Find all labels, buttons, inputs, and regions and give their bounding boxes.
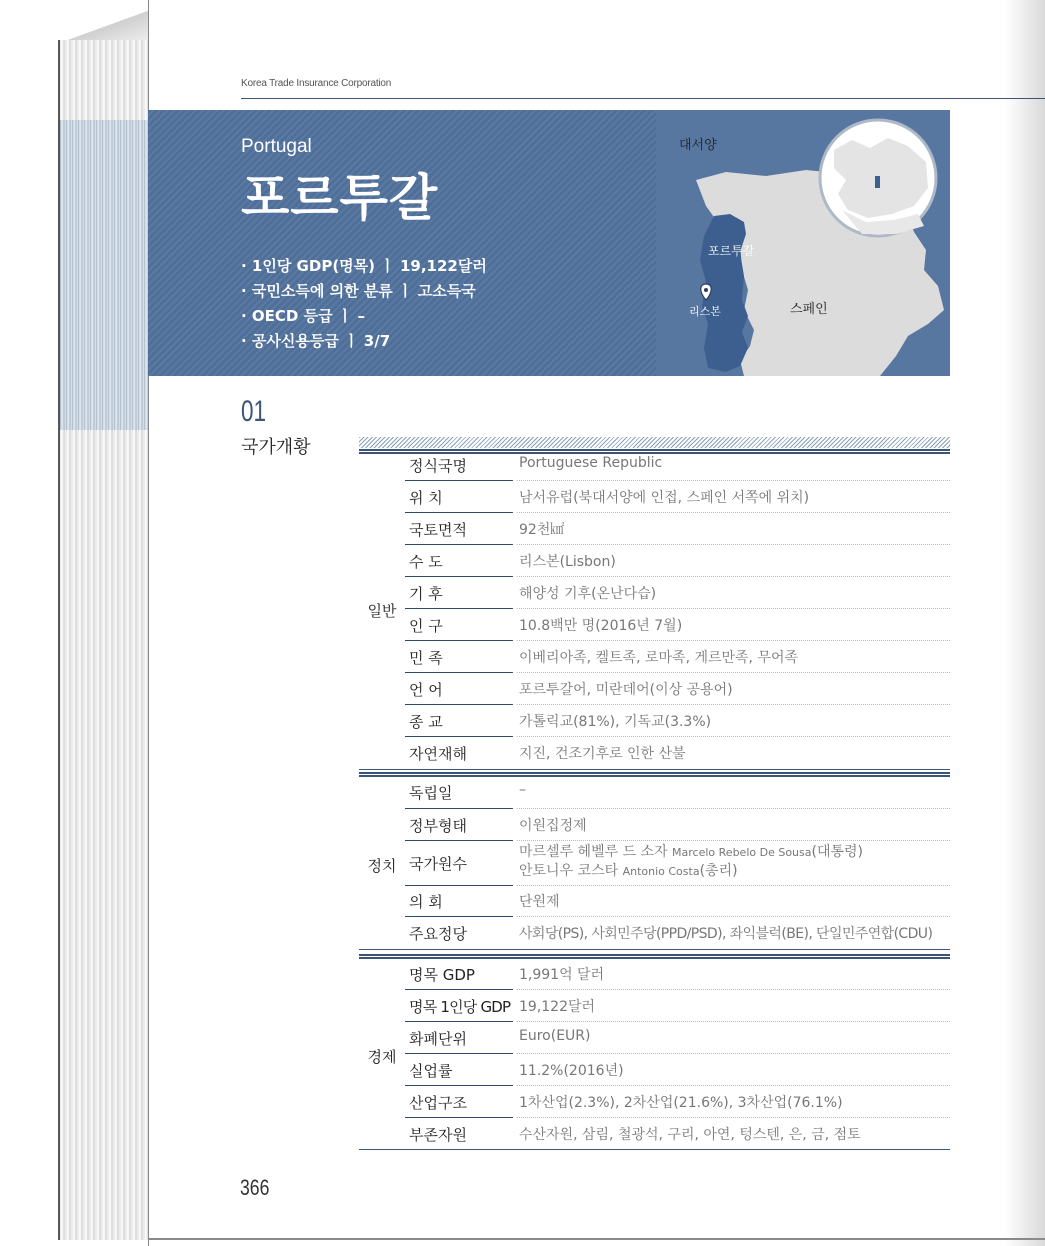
value-rule: [517, 1021, 950, 1022]
row-key: 종 교: [409, 713, 443, 731]
country-name-ko: 포르투갈: [241, 169, 439, 227]
table-group-general: [359, 449, 950, 763]
row-value: 리스본(Lisbon): [519, 554, 616, 570]
row-key: 수 도: [409, 553, 443, 571]
row-key: 언 어: [409, 681, 443, 699]
group-bottom-rule: [359, 949, 950, 950]
map-label-capital: 리스본: [689, 305, 721, 318]
row-value: 1,991억 달러: [519, 967, 605, 983]
key-rule: [405, 1021, 513, 1022]
row-value: 10.8백만 명(2016년 7월): [519, 618, 683, 634]
map-label-ocean: 대서양: [679, 138, 717, 153]
row-value: [519, 843, 950, 881]
key-rule: [405, 840, 513, 841]
value-rule: [517, 1085, 950, 1086]
key-rule: [405, 672, 513, 673]
key-rule: [405, 704, 513, 705]
row-value: 포르투갈어, 미란데어(이상 공용어): [519, 682, 733, 698]
key-rule: [405, 808, 513, 809]
role: (대통령): [811, 844, 863, 860]
value-rule: [517, 608, 950, 609]
value-rule: [517, 480, 950, 481]
row-value: 해양성 기후(온난다습): [519, 586, 657, 602]
group-top-rule: [359, 954, 950, 957]
fact-oecd-grade: · OECD 등급 ㅣ –: [241, 307, 366, 325]
row-value: Euro(EUR): [519, 1028, 591, 1044]
group-bottom-rule: [359, 769, 950, 770]
table-hatch-bar: [359, 437, 950, 448]
row-key: 명목 1인당 GDP: [409, 998, 511, 1016]
name-ko: 마르셀루 헤벨루 드 소자: [519, 844, 668, 860]
value-rule: [517, 672, 950, 673]
group-top-rule: [359, 449, 950, 452]
row-key: 인 구: [409, 617, 443, 635]
value-rule: [517, 840, 950, 841]
row-value: 19,122달러: [519, 999, 596, 1015]
row-key: 주요정당: [409, 925, 467, 943]
section-number: 01: [241, 395, 267, 428]
key-rule: [405, 544, 513, 545]
row-value: 단원제: [519, 894, 560, 910]
map-label-country: 포르투갈: [708, 244, 755, 258]
row-key: 부존자원: [409, 1126, 467, 1144]
row-value: 지진, 건조기후로 인한 산불: [519, 746, 686, 762]
key-rule: [405, 640, 513, 641]
fact-gdp-per-capita: · 1인당 GDP(명목) ㅣ 19,122달러: [241, 257, 487, 275]
name-en: Marcelo Rebelo De Sousa: [672, 846, 812, 859]
row-key: 민 족: [409, 649, 443, 667]
key-rule: [405, 576, 513, 577]
row-key: 명목 GDP: [409, 966, 475, 984]
key-rule: [405, 1085, 513, 1086]
group-label: 일반: [367, 602, 397, 620]
value-rule: [517, 885, 950, 886]
key-rule: [405, 885, 513, 886]
row-value: 이베리아족, 켈트족, 로마족, 게르만족, 무어족: [519, 650, 799, 666]
row-key: 자연재해: [409, 745, 467, 763]
book-page-edges: [58, 40, 150, 1240]
value-rule: [517, 704, 950, 705]
page-bottom-edge: [148, 1238, 1045, 1240]
map-label-neighbor: 스페인: [790, 302, 828, 317]
key-rule: [405, 736, 513, 737]
value-rule: [517, 736, 950, 737]
row-key: 국가원수: [409, 855, 467, 873]
page-number: 366: [240, 1175, 270, 1200]
group-label: 경제: [367, 1048, 397, 1066]
row-key: 위 치: [409, 489, 443, 507]
row-value: 사회당(PS), 사회민주당(PPD/PSD), 좌익블럭(BE), 단일민주연합(CDU): [519, 926, 933, 942]
row-value: Portuguese Republic: [519, 455, 663, 471]
country-name-en: Portugal: [241, 136, 312, 157]
group-bottom-rule: [359, 1149, 950, 1150]
table-group-politics: [359, 772, 950, 943]
fact-income-class: · 국민소득에 의한 분류 ㅣ 고소득국: [241, 282, 476, 300]
value-rule: [517, 544, 950, 545]
row-key: 국토면적: [409, 521, 467, 539]
key-facts: [241, 254, 487, 354]
key-rule: [405, 608, 513, 609]
row-value: 수산자원, 삼림, 철광석, 구리, 아연, 텅스텐, 은, 금, 점토: [519, 1127, 861, 1143]
row-key: 정부형태: [409, 817, 467, 835]
table-group-economy: [359, 954, 950, 1144]
country-map: [656, 110, 950, 376]
key-rule: [405, 1117, 513, 1118]
key-rule: [405, 1053, 513, 1054]
role: (총리): [699, 863, 738, 879]
row-value: 11.2%(2016년): [519, 1063, 624, 1079]
group-label: 정치: [367, 857, 397, 875]
value-rule: [517, 512, 950, 513]
head-of-government-line: [519, 862, 950, 881]
row-value: 가톨릭교(81%), 기독교(3.3%): [519, 714, 712, 730]
page-gutter-shadow: [1005, 0, 1045, 1246]
row-key: 기 후: [409, 585, 443, 603]
row-value: 남서유럽(북대서양에 인접, 스페인 서쪽에 위치): [519, 490, 810, 506]
row-key: 실업률: [409, 1062, 453, 1080]
group-top-rule: [359, 772, 950, 775]
running-head: Korea Trade Insurance Corporation: [241, 78, 392, 89]
row-key: 의 회: [409, 893, 443, 911]
row-value: 이원집정제: [519, 818, 587, 834]
key-rule: [405, 916, 513, 917]
value-rule: [517, 808, 950, 809]
section-title: 국가개황: [241, 437, 311, 458]
value-rule: [517, 576, 950, 577]
value-rule: [517, 640, 950, 641]
key-rule: [405, 480, 513, 481]
value-rule: [517, 989, 950, 990]
row-value: 92천㎢: [519, 522, 565, 538]
fact-credit-grade: · 공사신용등급 ㅣ 3/7: [241, 332, 391, 350]
value-rule: [517, 1053, 950, 1054]
row-key: 독립일: [409, 784, 453, 802]
key-rule: [405, 989, 513, 990]
row-key: 화폐단위: [409, 1030, 467, 1048]
name-ko: 안토니우 코스타: [519, 863, 619, 879]
row-value: 1차산업(2.3%), 2차산업(21.6%), 3차산업(76.1%): [519, 1095, 843, 1111]
row-key: 정식국명: [409, 457, 467, 475]
value-rule: [517, 1117, 950, 1118]
value-rule: [517, 916, 950, 917]
name-en: Antonio Costa: [622, 865, 700, 878]
row-key: 산업구조: [409, 1094, 467, 1112]
row-value: –: [519, 782, 526, 798]
key-rule: [405, 512, 513, 513]
book-spine-top: [58, 0, 150, 45]
head-of-state-line: [519, 843, 950, 862]
header-rule: [241, 98, 1045, 99]
